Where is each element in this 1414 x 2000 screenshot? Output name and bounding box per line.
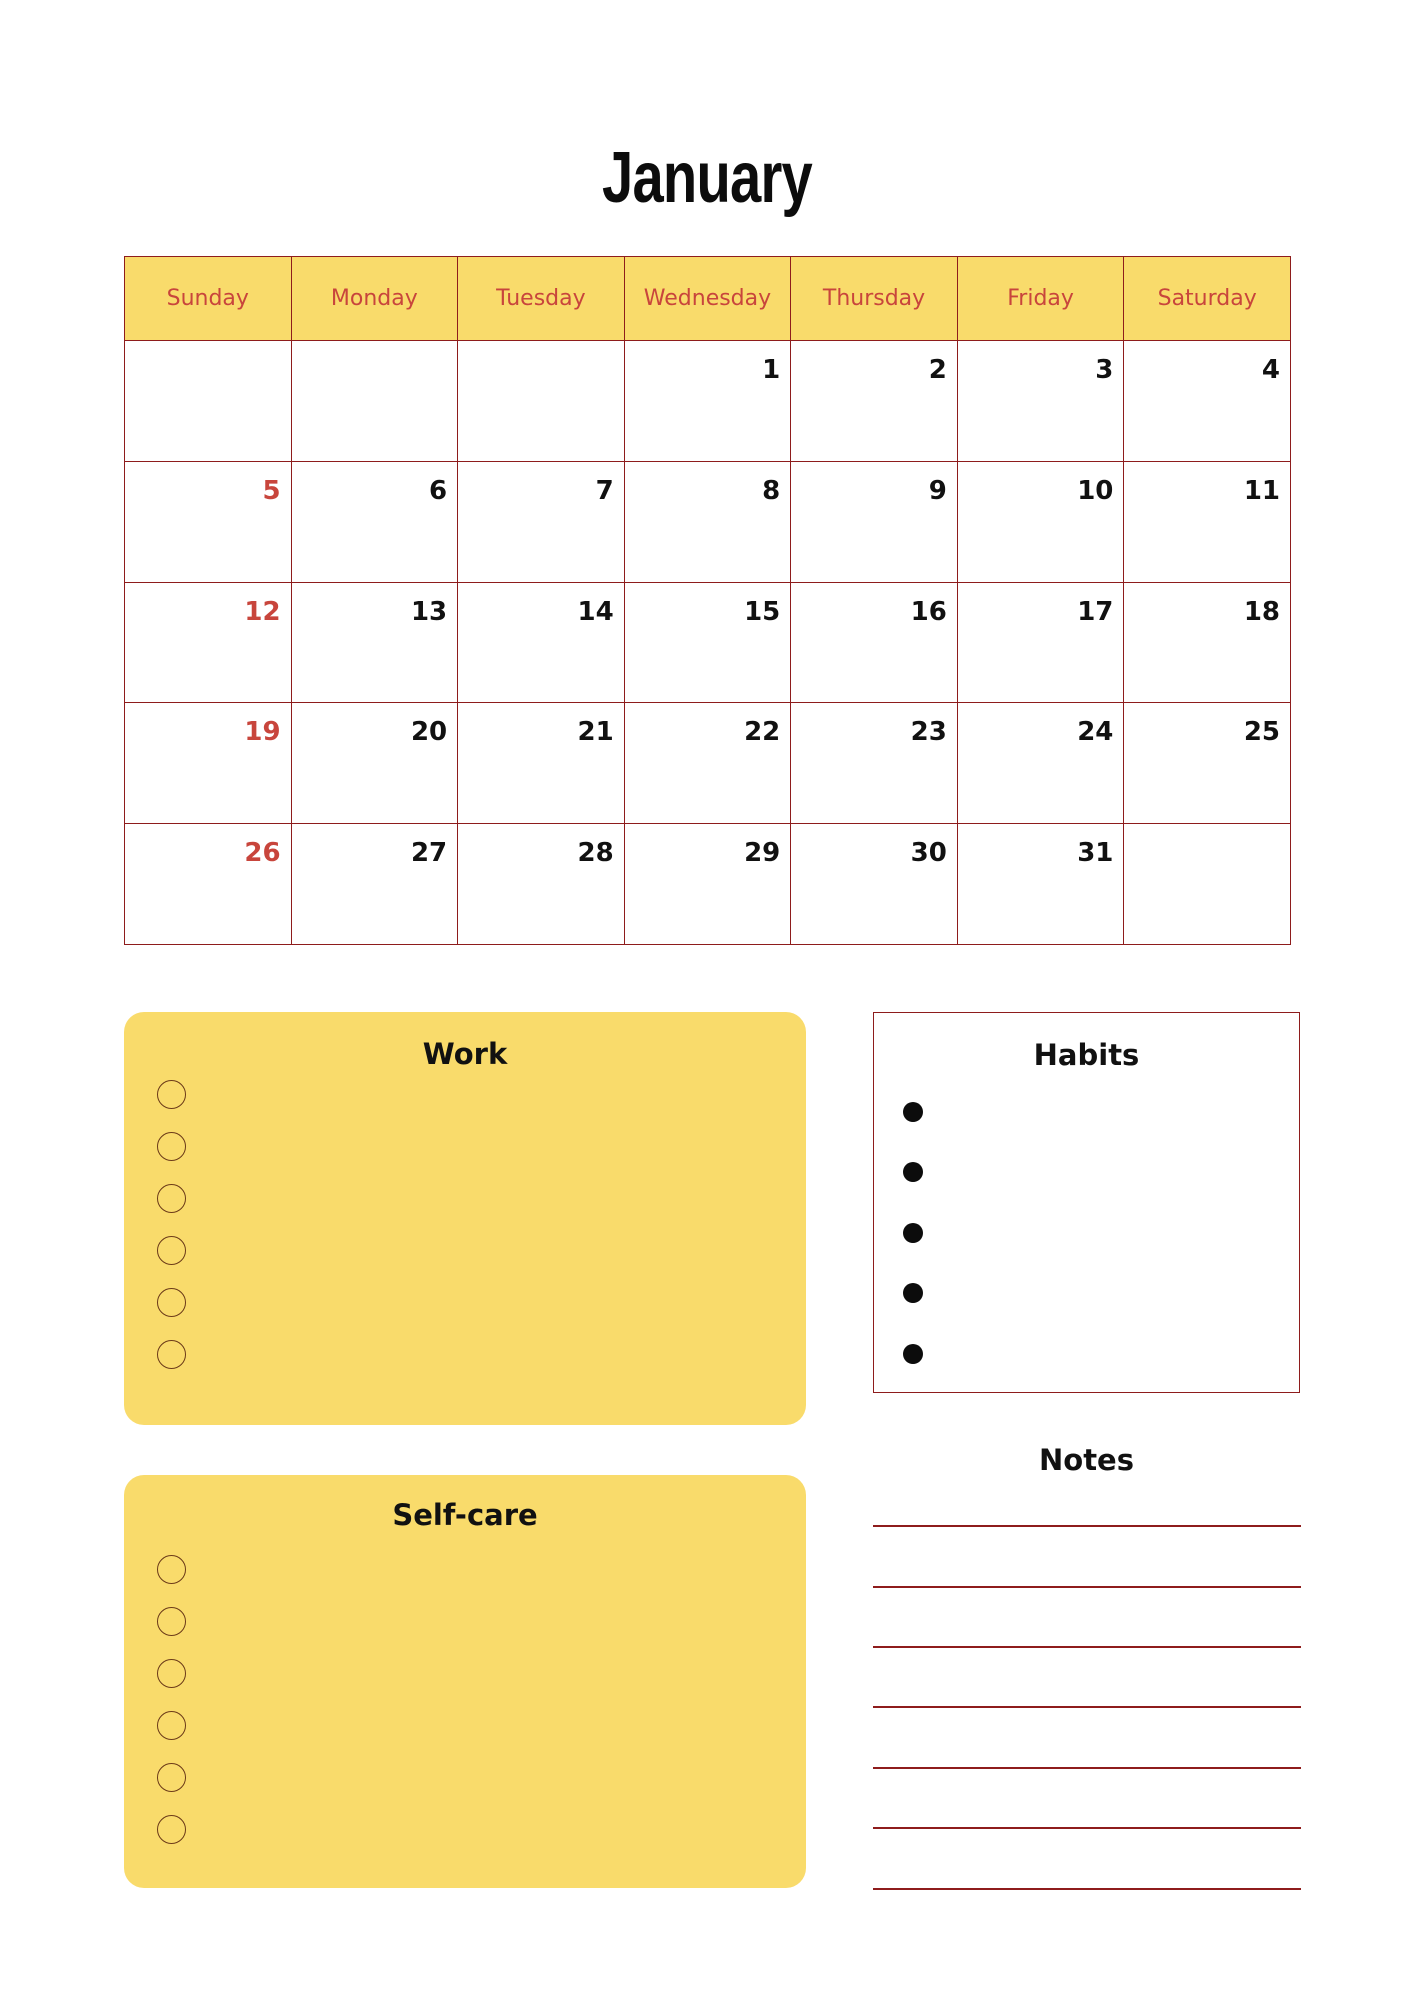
month-title: January — [602, 138, 812, 218]
checkbox-circle-icon[interactable] — [157, 1236, 186, 1265]
note-line[interactable] — [873, 1706, 1301, 1708]
week-row — [125, 341, 1291, 462]
day-cell[interactable] — [125, 824, 292, 945]
bullet-dot-icon — [903, 1162, 923, 1182]
checkbox-circle-icon[interactable] — [157, 1340, 186, 1369]
checkbox-circle-icon[interactable] — [157, 1763, 186, 1792]
day-cell[interactable] — [957, 461, 1124, 582]
day-cell[interactable] — [125, 341, 292, 462]
weekday-header: Wednesday — [624, 257, 791, 341]
day-number: 24 — [1077, 717, 1114, 748]
day-cell[interactable] — [458, 461, 625, 582]
checkbox-circle-icon[interactable] — [157, 1288, 186, 1317]
day-number: 31 — [1077, 838, 1114, 869]
day-cell[interactable] — [624, 341, 791, 462]
checkbox-circle-icon[interactable] — [157, 1711, 186, 1740]
day-cell[interactable] — [458, 341, 625, 462]
day-cell[interactable] — [791, 824, 958, 945]
weekday-header-row — [125, 257, 1291, 341]
weekday-header: Friday — [957, 257, 1124, 341]
bullet-dot-icon — [903, 1283, 923, 1303]
day-cell[interactable] — [291, 703, 458, 824]
day-number: 25 — [1243, 717, 1280, 748]
work-title: Work — [422, 1037, 508, 1071]
day-number: 8 — [762, 475, 781, 506]
day-cell[interactable] — [291, 341, 458, 462]
weekday-header: Monday — [291, 257, 458, 341]
day-cell[interactable] — [125, 582, 292, 703]
day-cell[interactable] — [624, 703, 791, 824]
day-number: 5 — [262, 475, 281, 506]
selfcare-title: Self-care — [392, 1498, 538, 1532]
habits-box — [873, 1012, 1300, 1393]
checkbox-circle-icon[interactable] — [157, 1815, 186, 1844]
selfcare-card — [124, 1475, 806, 1888]
day-number: 17 — [1077, 596, 1114, 627]
week-row — [125, 582, 1291, 703]
note-line[interactable] — [873, 1888, 1301, 1890]
day-cell[interactable] — [957, 341, 1124, 462]
weekday-header: Saturday — [1124, 257, 1291, 341]
note-line[interactable] — [873, 1586, 1301, 1588]
weekday-header: Sunday — [125, 257, 292, 341]
checkbox-circle-icon[interactable] — [157, 1184, 186, 1213]
week-row — [125, 703, 1291, 824]
day-cell[interactable] — [624, 824, 791, 945]
day-number: 29 — [744, 838, 781, 869]
day-cell[interactable] — [957, 703, 1124, 824]
day-cell[interactable] — [458, 703, 625, 824]
week-row — [125, 461, 1291, 582]
checkbox-circle-icon[interactable] — [157, 1607, 186, 1636]
day-number: 23 — [910, 717, 947, 748]
day-number: 19 — [244, 717, 281, 748]
day-cell[interactable] — [1124, 703, 1291, 824]
day-cell[interactable] — [957, 582, 1124, 703]
day-number: 18 — [1243, 596, 1280, 627]
note-line[interactable] — [873, 1767, 1301, 1769]
day-cell[interactable] — [791, 341, 958, 462]
notes-title: Notes — [1039, 1443, 1134, 1477]
day-cell[interactable] — [791, 461, 958, 582]
day-number: 28 — [577, 838, 614, 869]
day-cell[interactable] — [1124, 824, 1291, 945]
day-number — [292, 341, 458, 355]
day-number — [1124, 824, 1290, 838]
weekday-header: Tuesday — [458, 257, 625, 341]
note-line[interactable] — [873, 1827, 1301, 1829]
weekday-header: Thursday — [791, 257, 958, 341]
day-number: 7 — [595, 475, 614, 506]
day-cell[interactable] — [624, 461, 791, 582]
day-number — [125, 341, 291, 355]
checkbox-circle-icon[interactable] — [157, 1659, 186, 1688]
day-number: 6 — [429, 475, 448, 506]
bullet-dot-icon — [903, 1223, 923, 1243]
day-cell[interactable] — [458, 582, 625, 703]
checkbox-circle-icon[interactable] — [157, 1080, 186, 1109]
week-row — [125, 824, 1291, 945]
day-number: 11 — [1243, 475, 1280, 506]
day-number: 10 — [1077, 475, 1114, 506]
day-cell[interactable] — [1124, 582, 1291, 703]
day-number: 12 — [244, 596, 281, 627]
day-number: 21 — [577, 717, 614, 748]
work-card — [124, 1012, 806, 1425]
checkbox-circle-icon[interactable] — [157, 1555, 186, 1584]
day-number: 20 — [410, 717, 448, 748]
day-cell[interactable] — [291, 824, 458, 945]
day-number: 9 — [928, 475, 947, 506]
day-number: 26 — [244, 838, 281, 869]
note-line[interactable] — [873, 1525, 1301, 1527]
day-number: 1 — [762, 355, 781, 385]
day-number: 22 — [744, 717, 781, 748]
day-number: 2 — [928, 355, 947, 385]
day-number: 27 — [410, 838, 448, 869]
day-cell[interactable] — [291, 582, 458, 703]
day-number: 30 — [910, 838, 947, 869]
day-cell[interactable] — [291, 461, 458, 582]
bullet-dot-icon — [903, 1102, 923, 1122]
day-number: 3 — [1095, 355, 1114, 385]
day-number: 14 — [577, 596, 614, 627]
day-cell[interactable] — [791, 582, 958, 703]
note-line[interactable] — [873, 1646, 1301, 1648]
day-cell[interactable] — [125, 461, 292, 582]
day-cell[interactable] — [791, 703, 958, 824]
habits-title: Habits — [1033, 1038, 1140, 1072]
checkbox-circle-icon[interactable] — [157, 1132, 186, 1161]
day-cell[interactable] — [125, 703, 292, 824]
day-number — [458, 341, 624, 355]
day-number: 4 — [1261, 355, 1280, 385]
day-number: 13 — [410, 596, 448, 627]
day-number: 16 — [910, 596, 947, 627]
bullet-dot-icon — [903, 1344, 923, 1364]
day-cell[interactable] — [1124, 461, 1291, 582]
day-cell[interactable] — [1124, 341, 1291, 462]
day-number: 15 — [744, 596, 781, 627]
day-cell[interactable] — [458, 824, 625, 945]
calendar-grid — [124, 256, 1291, 945]
day-cell[interactable] — [957, 824, 1124, 945]
day-cell[interactable] — [624, 582, 791, 703]
